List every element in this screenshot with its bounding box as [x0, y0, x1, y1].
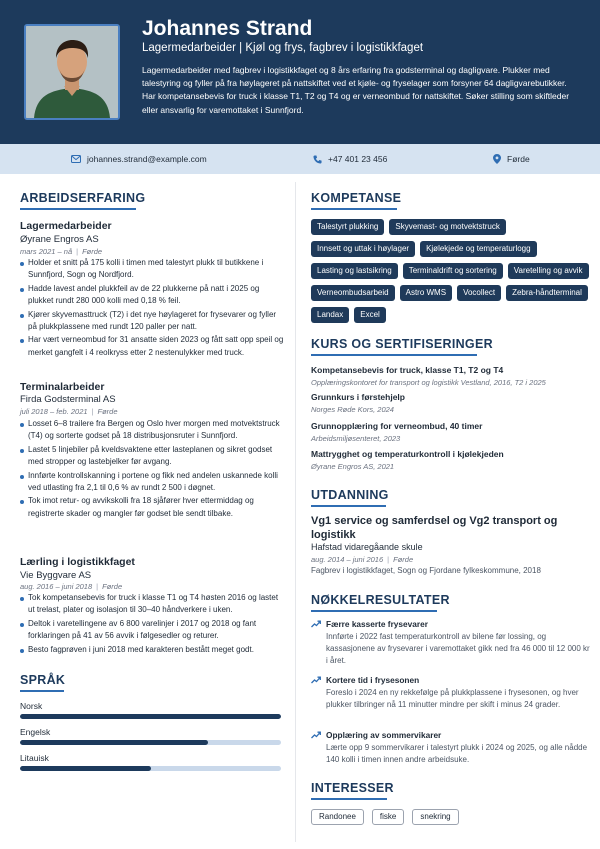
- language-level-fill: [20, 740, 208, 745]
- job-bullets: [20, 418, 286, 521]
- language-name: Engelsk: [20, 727, 51, 737]
- skill-tag: Vocollect: [457, 285, 501, 301]
- language-name: Norsk: [20, 701, 43, 711]
- list-item: Kjører skyvemasttruck (T2) i det nye høylageret for frysevarer og fyller på plukkplassene med rundt 120 paller per natt.: [20, 309, 286, 334]
- languages-heading: SPRÅK: [20, 673, 66, 687]
- skills-heading-underline: [311, 208, 397, 210]
- skill-tag: Talestyrt plukking: [311, 219, 384, 235]
- trend-up-icon: [311, 676, 321, 684]
- job-title: Lagermedarbeider: [20, 220, 112, 232]
- list-item: Har vært verneombud for 31 ansatte siden 2023 og fått satt opp speil og merket gangfelt i 4 reolkryss etter 2 nestenulykker med truck.: [20, 334, 286, 359]
- job-bullets: [20, 257, 286, 360]
- achievement-title: Færre kasserte frysevarer: [326, 619, 428, 629]
- achievements-heading: NØKKELRESULTATER: [311, 593, 450, 607]
- skill-tag: Kjølekjede og temperaturlogg: [420, 241, 537, 257]
- interests-list: [311, 809, 459, 825]
- experience-heading: ARBEIDSERFARING: [20, 191, 146, 205]
- skill-tag: Varetelling og avvik: [508, 263, 589, 279]
- list-item: Hadde lavest andel plukkfeil av de 22 plukkerne på natt i 2025 og plukket rundt 280 000 kolli med 0,18 % feil.: [20, 283, 286, 308]
- contact-email[interactable]: [71, 144, 207, 174]
- course-meta: Øyrane Engros AS, 2021: [311, 462, 395, 471]
- trend-up-icon: [311, 620, 321, 628]
- course-title: Grunnopplæring for verneombud, 40 timer: [311, 421, 483, 431]
- education-note: Fagbrev i logistikkfaget, Sogn og Fjordane fylkeskommune, 2018: [311, 566, 541, 575]
- languages-heading-underline: [20, 690, 64, 692]
- phone-icon: [313, 155, 322, 164]
- achievement-item: [311, 675, 596, 725]
- language-level-bar: [20, 714, 281, 719]
- job-title: Terminalarbeider: [20, 381, 105, 393]
- job-location: Førde: [97, 407, 118, 416]
- language-level-fill: [20, 766, 151, 771]
- achievement-item: [311, 730, 596, 768]
- education-heading: UTDANNING: [311, 488, 389, 502]
- achievement-desc: Foreslo i 2024 en ny rekkefølge på plukkplassene i frysesonen, og hver plukker tilbringer nå 11 minutter mindre per skift i minus 24 grader.: [326, 688, 579, 710]
- skills-list: [311, 219, 591, 323]
- achievements-heading-underline: [311, 610, 437, 612]
- language-name: Litauisk: [20, 753, 49, 763]
- achievement-desc: Lærte opp 9 sommervikarer i talestyrt plukk i 2024 og 2025, og alle nådde 140 kolli i timen innen andre arbeidsuke.: [326, 743, 588, 765]
- education-heading-underline: [311, 505, 386, 507]
- profile-summary: Lagermedarbeider med fagbrev i logistikkfaget og 8 års erfaring fra godsterminal og dagligvare. Plukker med talestyring og fyller på fra høylageret på nattskiftet ved et kjøle- og fryselager som forsyner 64 dagligvarebutikker. Har kompetansebevis for truck i klasse T1, T2 og T4 og er verneombud for nattskiftet. Søker stilling som skiftleder eller ansvarlig for varemottaket i Sunnfjord.: [142, 65, 570, 115]
- course-meta: Norges Røde Kors, 2024: [311, 405, 394, 414]
- job-company: Vie Byggvare AS: [20, 570, 92, 581]
- skill-tag: Landax: [311, 307, 349, 323]
- job-location: Førde: [82, 247, 103, 256]
- achievement-desc: Innførte i 2022 fast temperaturkontroll av bilene før lossing, og kassasjonene av frysevarer i varemottaket gikk ned fra 46 000 til 12 000 kr i året.: [326, 632, 590, 666]
- language-level-fill: [20, 714, 281, 719]
- header-banner: [0, 0, 600, 144]
- course-title: Mattrygghet og temperaturkontroll i kjølekjeden: [311, 449, 504, 459]
- mail-icon: [71, 155, 81, 163]
- education-period: aug. 2014 – juni 2016: [311, 555, 384, 564]
- skill-tag: Verneombudsarbeid: [311, 285, 395, 301]
- language-level-bar: [20, 766, 281, 771]
- skill-tag: Excel: [354, 307, 386, 323]
- list-item: Losset 6–8 trailere fra Bergen og Oslo hver morgen med motvektstruck (T4) og sorterte godset på 18 distribusjonsruter i Sunnfjord.: [20, 418, 286, 443]
- interests-heading-underline: [311, 798, 387, 800]
- job-period: aug. 2016 – juni 2018: [20, 582, 93, 591]
- education-school: Hafstad vidaregåande skule: [311, 542, 423, 552]
- contact-phone[interactable]: [313, 144, 387, 174]
- list-item: Lastet 5 linjebiler på kveldsvaktene etter lasteplanen og sikret godset med stropper og lastebjelker før avgang.: [20, 444, 286, 469]
- job-meta: aug. 2016 – juni 2018 | Førde: [20, 582, 123, 591]
- location-text: Førde: [507, 154, 530, 164]
- skill-tag: Lasting og lastsikring: [311, 263, 398, 279]
- job-bullets: [20, 592, 286, 657]
- job-company: Firda Godsterminal AS: [20, 394, 116, 405]
- profile-photo: [24, 24, 120, 120]
- experience-heading-underline: [20, 208, 136, 210]
- skill-tag: Innsett og uttak i høylager: [311, 241, 415, 257]
- column-divider: [295, 182, 296, 842]
- job-title: Lærling i logistikkfaget: [20, 556, 135, 568]
- contact-location: [493, 144, 530, 174]
- interest-tag: Randonee: [311, 809, 364, 825]
- job-period: juli 2018 – feb. 2021: [20, 407, 88, 416]
- interest-tag: fiske: [372, 809, 404, 825]
- skill-tag: Skyvemast- og motvektstruck: [389, 219, 505, 235]
- list-item: Besto fagprøven i juni 2018 med karakteren bestått meget godt.: [20, 644, 286, 656]
- education-location: Førde: [393, 555, 414, 564]
- job-company: Øyrane Engros AS: [20, 234, 99, 245]
- email-text: johannes.strand@example.com: [87, 154, 207, 164]
- list-item: Tok kompetansebevis for truck i klasse T1 og T4 høsten 2016 og lastet ut trelast, plater og isolasjon til 30–40 håndverkere i uken.: [20, 592, 286, 617]
- job-meta: mars 2021 – nå | Førde: [20, 247, 103, 256]
- achievement-title: Opplæring av sommervikarer: [326, 730, 442, 740]
- course-meta: Arbeidsmiljøsenteret, 2023: [311, 434, 401, 443]
- list-item: Innførte kontrollskanning i portene og fikk ned andelen uskannede kolli ved utlasting fra 2,1 til 0,6 % av rundt 2 500 i døgnet.: [20, 470, 286, 495]
- list-item: Tok imot retur- og avvikskolli fra 18 sjåfører hver ettermiddag og registrerte skader og mangler før godset ble sendt tilbake.: [20, 495, 286, 520]
- courses-heading: KURS OG SERTIFISERINGER: [311, 337, 493, 351]
- courses-heading-underline: [311, 354, 477, 356]
- candidate-name: Johannes Strand: [142, 17, 313, 40]
- language-level-bar: [20, 740, 281, 745]
- skill-tag: Astro WMS: [400, 285, 452, 301]
- job-meta: juli 2018 – feb. 2021 | Førde: [20, 407, 118, 416]
- interests-heading: INTERESSER: [311, 781, 394, 795]
- course-meta: Opplæringskontoret for transport og logistikk Vestland, 2016, T2 i 2025: [311, 378, 546, 387]
- interest-tag: snekring: [412, 809, 458, 825]
- course-title: Kompetansebevis for truck, klasse T1, T2 og T4: [311, 365, 504, 375]
- job-location: Førde: [102, 582, 123, 591]
- skill-tag: Zebra-håndterminal: [506, 285, 588, 301]
- skill-tag: Terminaldrift og sortering: [403, 263, 503, 279]
- skills-heading: KOMPETANSE: [311, 191, 402, 205]
- achievement-title: Kortere tid i frysesonen: [326, 675, 420, 685]
- course-title: Grunnkurs i førstehjelp: [311, 392, 405, 402]
- education-degree: Vg1 service og samferdsel og Vg2 transport og logistikk: [311, 515, 558, 541]
- achievement-item: [311, 619, 596, 669]
- contact-bar: [0, 144, 600, 174]
- location-pin-icon: [493, 154, 501, 164]
- education-meta: aug. 2014 – juni 2016 | Førde: [311, 555, 414, 564]
- trend-up-icon: [311, 731, 321, 739]
- list-item: Holder et snitt på 175 kolli i timen med talestyrt plukk til butikkene i Sunnfjord, Sogn og Nordfjord.: [20, 257, 286, 282]
- candidate-headline: Lagermedarbeider | Kjøl og frys, fagbrev i logistikkfaget: [142, 42, 424, 54]
- list-item: Deltok i varetellingene av 6 800 varelinjer i 2017 og 2018 og fant forklaringen på 41 av 56 avvik i følgesedler og returer.: [20, 618, 286, 643]
- job-period: mars 2021 – nå: [20, 247, 73, 256]
- phone-text: +47 401 23 456: [328, 154, 388, 164]
